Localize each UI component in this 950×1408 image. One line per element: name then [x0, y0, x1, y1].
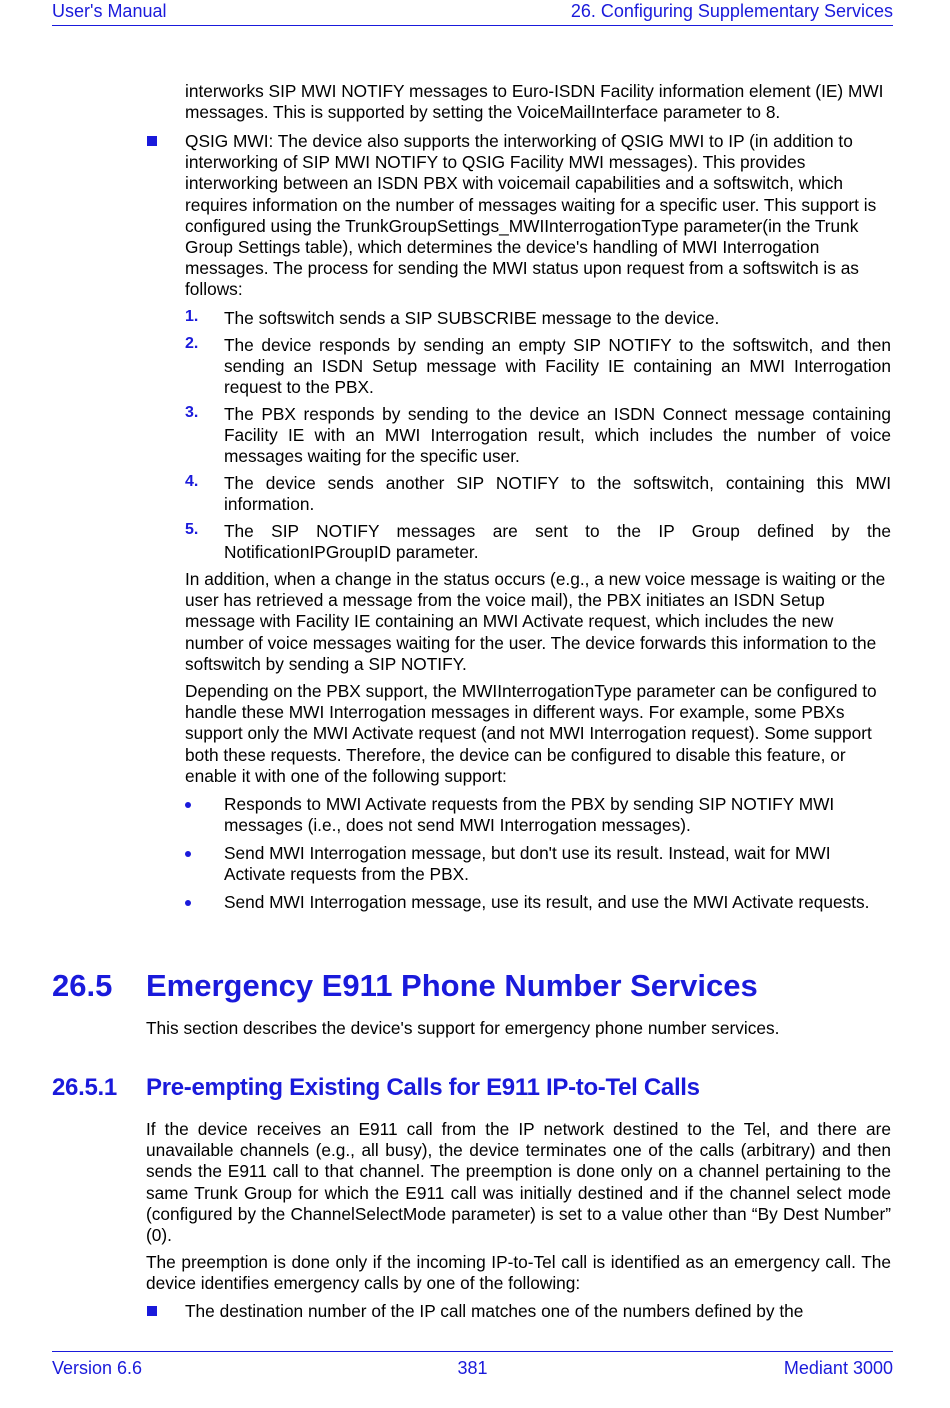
step-text: The device sends another SIP NOTIFY to the softswitch, containing this MWI information. — [224, 473, 891, 515]
header-manual-title: User's Manual — [52, 1, 167, 21]
pbx-support-paragraph: Depending on the PBX support, the MWIInterrogationType parameter can be configured to handle these MWI Interrogation messages in different ways. For example, some PBXs support only the MWI Activate request (and not MWI Interrogation request). Some support both these requests. Therefore, the device can be configured to disable this feature, or enable it with one of the following support: — [185, 681, 877, 786]
step-3 — [185, 404, 891, 468]
step-2 — [185, 335, 891, 399]
step-5 — [185, 521, 891, 563]
square-bullet-icon — [147, 1306, 157, 1316]
option-3 — [224, 892, 891, 913]
dot-bullet-icon — [185, 900, 191, 906]
footer-page-number: 381 — [457, 1358, 488, 1378]
header-chapter-title: 26. Configuring Supplementary Services — [570, 1, 893, 21]
status-change-paragraph: In addition, when a change in the status occurs (e.g., a new voice message is waiting or the user has retrieved a message from the voice mail), the PBX initiates an ISDN Setup message with Facility IE containing an MWI Activate request, which includes the new number of voice messages waiting for the user. The device forwards this information to the softswitch by sending a SIP NOTIFY. — [185, 569, 886, 674]
footer-product: Mediant 3000 — [783, 1358, 893, 1378]
step-number: 1. — [185, 308, 199, 325]
footer-version: Version 6.6 — [52, 1358, 143, 1378]
section-title: Emergency E911 Phone Number Services — [146, 968, 758, 1003]
step-number: 2. — [185, 335, 199, 352]
step-4 — [185, 473, 891, 515]
step-text: The softswitch sends a SIP SUBSCRIBE message to the device. — [224, 308, 720, 328]
step-number: 5. — [185, 521, 199, 538]
dot-bullet-icon — [185, 851, 191, 857]
section-number: 26.5 — [52, 968, 113, 1003]
destination-number-bullet — [185, 1301, 891, 1322]
subsection-title: Pre-empting Existing Calls for E911 IP-to-Tel Calls — [146, 1074, 700, 1101]
qsig-mwi-text: QSIG MWI: The device also supports the interworking of QSIG MWI to IP (in addition to interworking of SIP MWI NOTIFY to QSIG Facility MWI messages). This provides interworking between an ISDN PBX with voicemail capabilities and a softswitch, which requires information on the number of messages waiting for a specific user. This support is configured using the TrunkGroupSettings_MWIInterrogationType parameter(in the Trunk Group Settings table), which determines the device's handling of MWI Interrogation messages. The process for sending the MWI status upon request from a softswitch is as follows: — [185, 131, 877, 300]
option-1 — [224, 794, 891, 836]
dot-bullet-icon — [185, 802, 191, 808]
option-2 — [224, 843, 891, 885]
destination-number-text: The destination number of the IP call matches one of the numbers defined by the — [185, 1301, 804, 1321]
preemption-paragraph: If the device receives an E911 call from the IP network destined to the Tel, and there are unavailable channels (e.g., all busy), the device terminates one of the calls (arbitrary) and then sends the E911 call to that channel. The preemption is done only on a channel pertaining to the same Trunk Group for which the E911 call was initially destined and if the channel select mode (configured by the ChannelSelectMode parameter) is set to a value other than “By Dest Number” (0). — [146, 1119, 891, 1246]
step-number: 3. — [185, 404, 199, 421]
step-text: The device responds by sending an empty SIP NOTIFY to the softswitch, and then sending an ISDN Setup message with Facility IE containing an MWI Interrogation request to the PBX. — [224, 335, 891, 398]
option-text: Responds to MWI Activate requests from the PBX by sending SIP NOTIFY MWI messages (i.e., does not send MWI Interrogation messages). — [224, 794, 835, 836]
step-number: 4. — [185, 473, 199, 490]
step-text: The SIP NOTIFY messages are sent to the IP Group defined by the NotificationIPGroupID parameter. — [224, 521, 891, 563]
option-text: Send MWI Interrogation message, but don't use its result. Instead, wait for MWI Activate requests from the PBX. — [224, 843, 831, 885]
square-bullet-icon — [147, 136, 157, 146]
option-text: Send MWI Interrogation message, use its result, and use the MWI Activate requests. — [224, 892, 870, 912]
page-footer — [52, 1351, 893, 1380]
subsection-number: 26.5.1 — [52, 1074, 117, 1101]
page-header — [52, 0, 893, 26]
section-intro: This section describes the device's support for emergency phone number services. — [146, 1018, 780, 1038]
step-text: The PBX responds by sending to the device an ISDN Connect message containing Facility IE with an MWI Interrogation result, which includes the number of voice messages waiting for the specific user. — [224, 404, 891, 467]
step-1 — [185, 308, 891, 329]
emergency-identification-paragraph: The preemption is done only if the incoming IP-to-Tel call is identified as an emergency call. The device identifies emergency calls by one of the following: — [146, 1252, 891, 1294]
intro-paragraph: interworks SIP MWI NOTIFY messages to Euro-ISDN Facility information element (IE) MWI messages. This is supported by setting the VoiceMailInterface parameter to 8. — [185, 81, 884, 123]
qsig-mwi-bullet — [185, 131, 891, 301]
